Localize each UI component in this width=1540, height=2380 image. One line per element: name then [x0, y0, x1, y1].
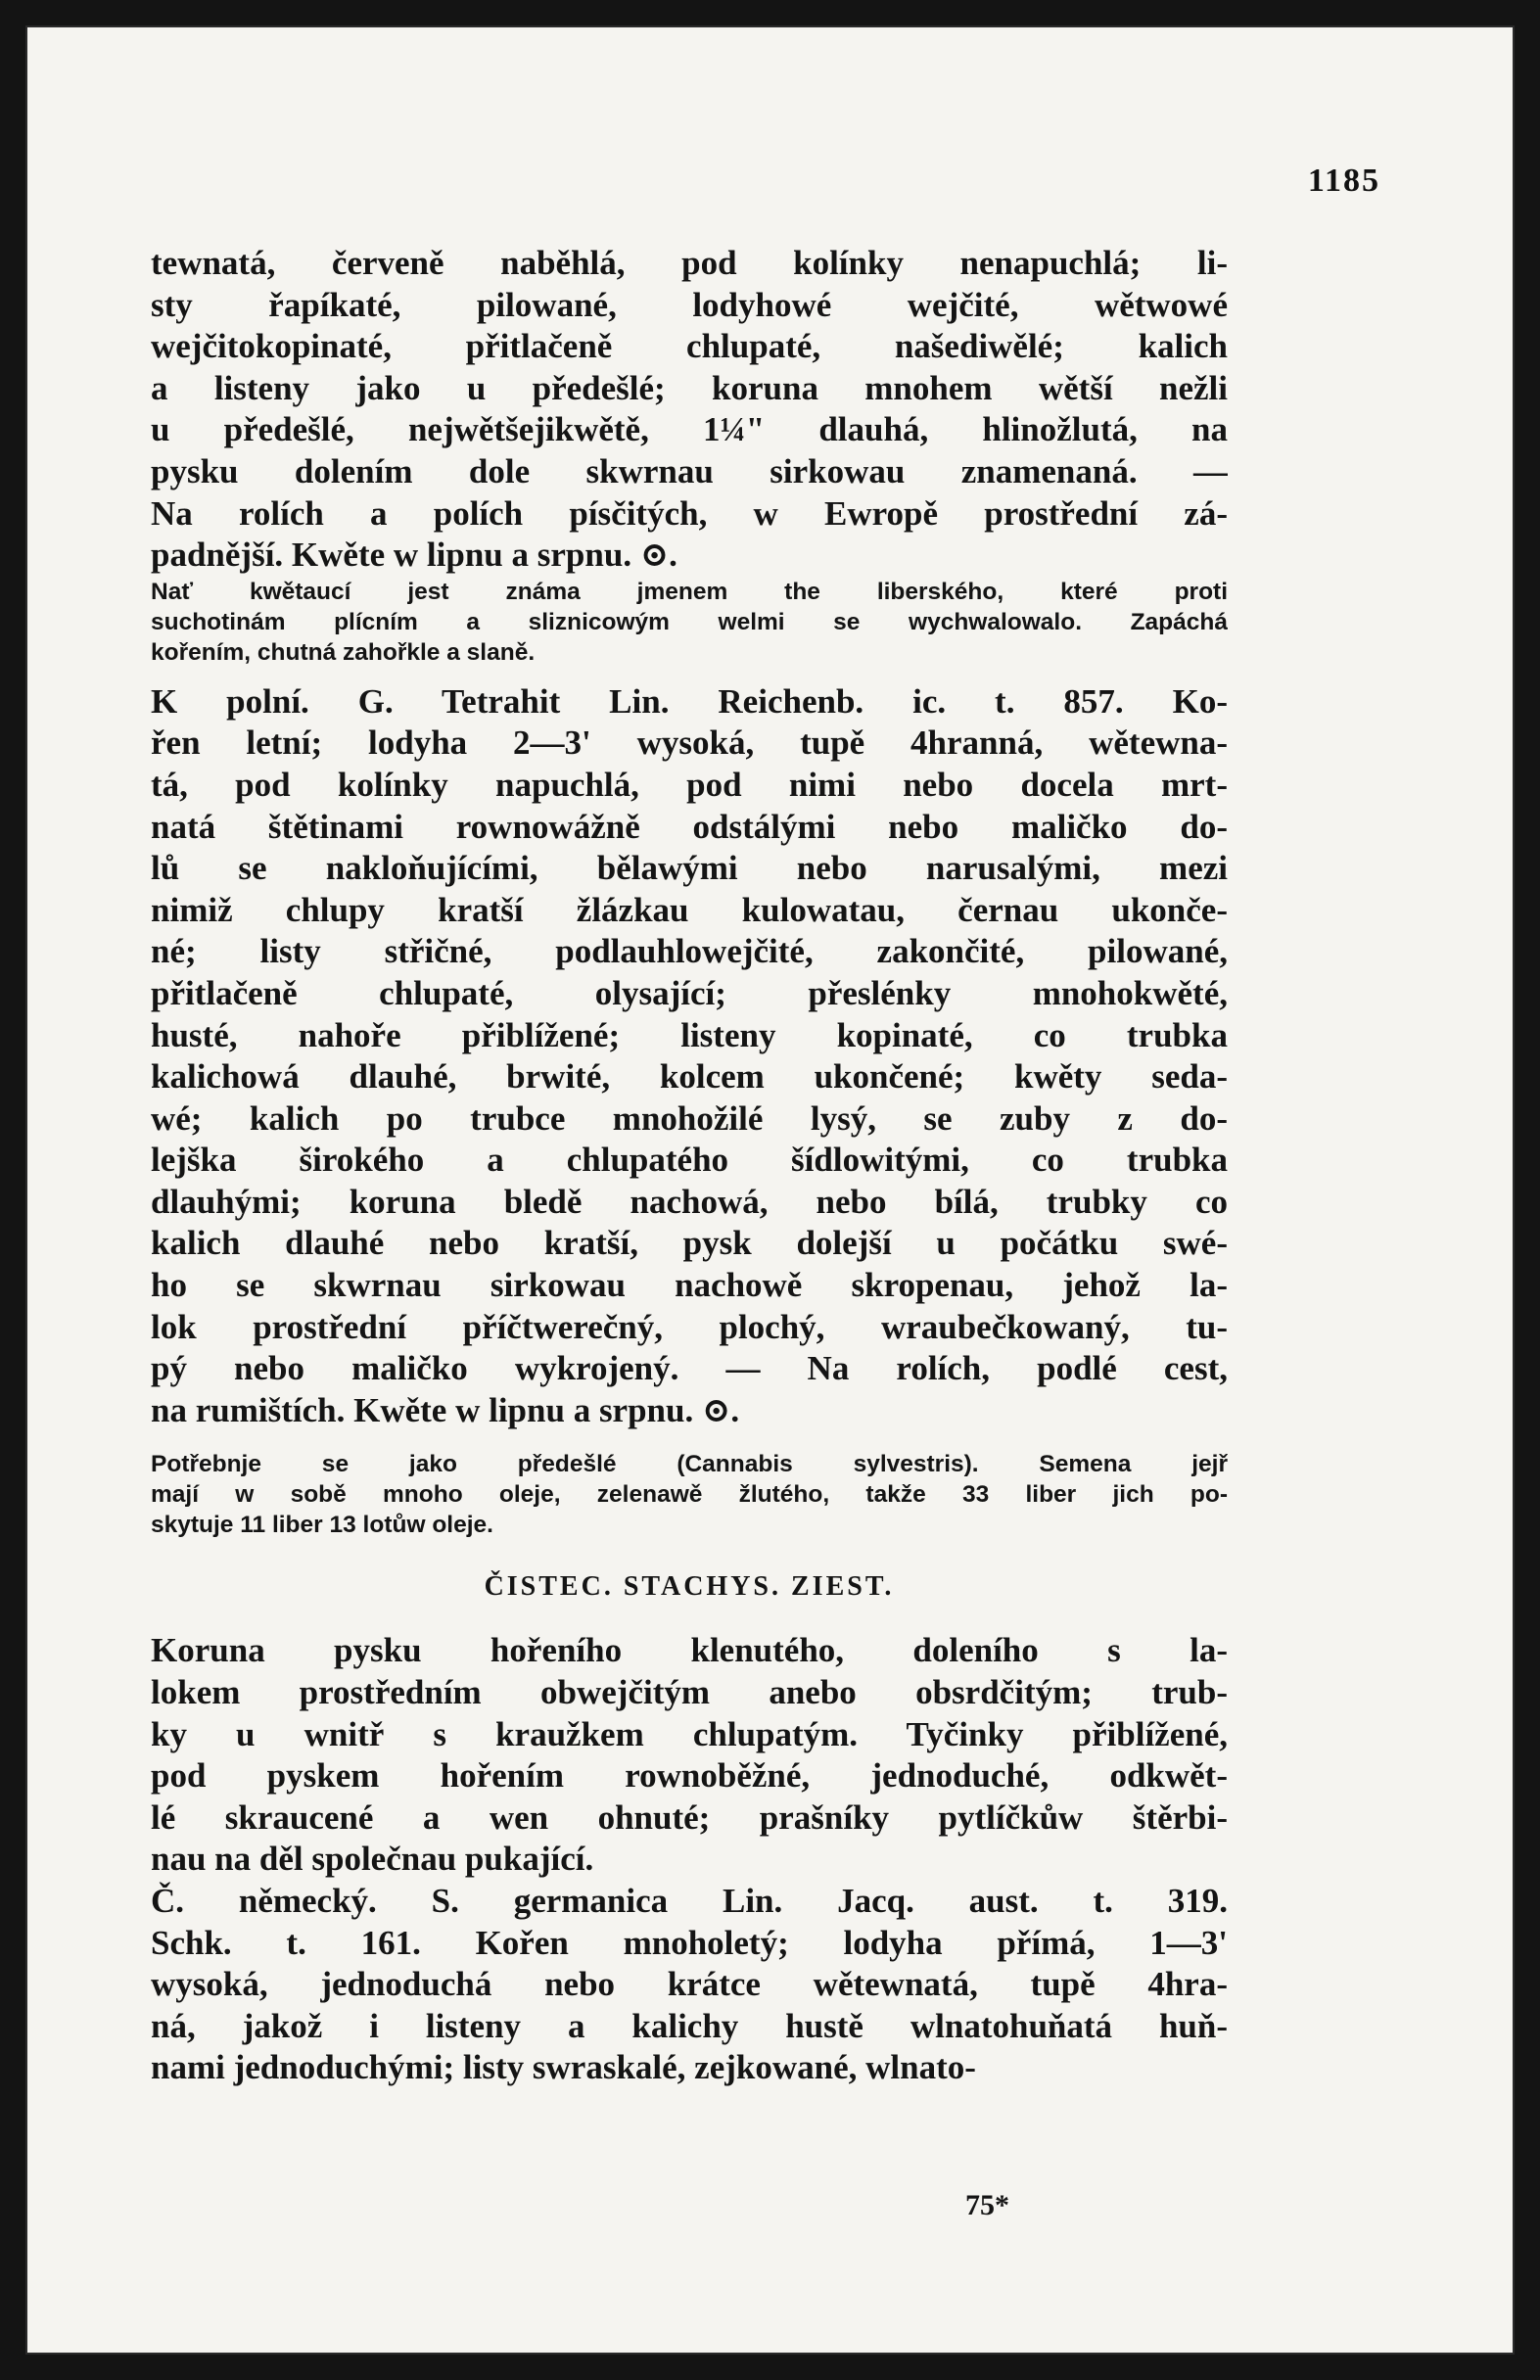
text-line: u předešlé, nejwětšejikwětě, 1¼" dlauhá, hlinožlutá, na [151, 410, 1228, 449]
text-line: pod pyskem hořením rownoběžné, jednoduché, odkwět- [151, 1756, 1228, 1796]
text-line: pý nebo maličko wykrojený. — Na rolích, podlé cest, [151, 1349, 1228, 1388]
text-line: sty řapíkaté, pilowané, lodyhowé wejčité, wětwowé [151, 285, 1228, 324]
text-line: lejška širokého a chlupatého šídlowitými, co trubka [151, 1141, 1228, 1180]
text-line: přitlačeně chlupaté, olysající; přeslénky mnohokwěté, [151, 973, 1228, 1012]
text-line: lé skraucené a wen ohnuté; prašníky pytlíčkůw štěrbi- [151, 1797, 1228, 1837]
signature-mark: 75* [965, 2189, 1009, 2221]
note-liberskeho [151, 577, 1228, 668]
text-line: nami jednoduchými; listy swraskalé, zejkowané, wlnato- [151, 2048, 976, 2087]
text-line: kalich dlauhé nebo kratší, pysk dolejší u počátku swé- [151, 1224, 1228, 1263]
text-line: lok prostřední příčtwerečný, plochý, wraubečkowaný, tu- [151, 1307, 1228, 1346]
paragraph-stachys-genus [151, 1630, 1228, 1881]
text-line: dlauhými; koruna bledě nachowá, nebo bílá, trubky co [151, 1182, 1228, 1221]
text-line: mají w sobě mnoho oleje, zelenawě žlutého, takže 33 liber jich po- [151, 1481, 1228, 1509]
text-line: ky u wnitř s kraužkem chlupatým. Tyčinky přiblížené, [151, 1714, 1228, 1753]
text-line: né; listy střičné, podlauhlowejčité, zakončité, pilowané, [151, 932, 1228, 971]
text-line: na rumištích. Kwěte w lipnu a srpnu. ⊙. [151, 1390, 740, 1429]
book-page [25, 25, 1515, 2355]
text-line: tewnatá, červeně naběhlá, pod kolínky nenapuchlá; li- [151, 244, 1228, 282]
text-line: lů se nakloňujícími, bělawými nebo narusalými, mezi [151, 849, 1228, 888]
text-line: Č. německý. S. germanica Lin. Jacq. aust. t. 319. [151, 1882, 1228, 1920]
text-line: ho se skwrnau sirkowau nachowě skropenau, jehož la- [151, 1266, 1228, 1305]
text-line: nimiž chlupy kratší žlázkau kulowatau, černau ukonče- [151, 890, 1228, 929]
text-line: řen letní; lodyha 2—3' wysoká, tupě 4hranná, wětewna- [151, 723, 1228, 763]
genus-heading: ČISTEC. STACHYS. ZIEST. [484, 1571, 895, 1603]
paragraph-lamium-end [151, 243, 1228, 577]
text-line: tá, pod kolínky napuchlá, pod nimi nebo docela mrt- [151, 765, 1228, 804]
text-line: padnější. Kwěte w lipnu a srpnu. ⊙. [151, 536, 677, 575]
text-line: skytuje 11 liber 13 lotůw oleje. [151, 1512, 493, 1539]
text-line: suchotinám plícním a sliznicowým welmi se wychwalowalo. Zapáchá [151, 608, 1228, 635]
text-line: Schk. t. 161. Kořen mnoholetý; lodyha přímá, 1—3' [151, 1923, 1228, 1962]
page-number: 1185 [1307, 163, 1380, 199]
text-line: K polní. G. Tetrahit Lin. Reichenb. ic. t. 857. Ko- [151, 681, 1228, 721]
text-line: wé; kalich po trubce mnohožilé lysý, se zuby z do- [151, 1098, 1228, 1138]
text-line: wejčitokopinaté, přitlačeně chlupaté, našediwělé; kalich [151, 327, 1228, 366]
text-line: a listeny jako u předešlé; koruna mnohem wětší nežli [151, 368, 1228, 407]
text-line: ná, jakož i listeny a kalichy hustě wlnatohuňatá huň- [151, 2006, 1228, 2045]
text-line: lokem prostředním obwejčitým anebo obsrdčitým; trub- [151, 1673, 1228, 1712]
text-line: Nať kwětaucí jest známa jmenem the liberského, které proti [151, 578, 1228, 605]
text-line: Na rolích a polích písčitých, w Ewropě prostřední zá- [151, 493, 1228, 533]
text-line: wysoká, jednoduchá nebo krátce wětewnatá, tupě 4hra- [151, 1965, 1228, 2004]
text-line: kořením, chutná zahořkle a slaně. [151, 638, 536, 666]
paragraph-stachys-germanica [151, 1881, 1228, 2089]
text-line: husté, nahoře přiblížené; listeny kopinaté, co trubka [151, 1015, 1228, 1054]
text-line: kalichowá dlauhé, brwité, kolcem ukončené; kwěty seda- [151, 1057, 1228, 1097]
text-column [151, 243, 1228, 2089]
text-line: nau na děl společnau pukající. [151, 1840, 594, 1879]
paragraph-galeopsis-tetrahit [151, 681, 1228, 1432]
text-line: natá štětinami rownowážně odstálými nebo maličko do- [151, 807, 1228, 846]
note-cannabis [151, 1449, 1228, 1540]
text-line: Koruna pysku hořeního klenutého, doleního s la- [151, 1631, 1228, 1670]
text-line: pysku dolením dole skwrnau sirkowau znamenaná. — [151, 451, 1228, 490]
text-line: Potřebnje se jako předešlé (Cannabis sylvestris). Semena jejř [151, 1451, 1228, 1478]
